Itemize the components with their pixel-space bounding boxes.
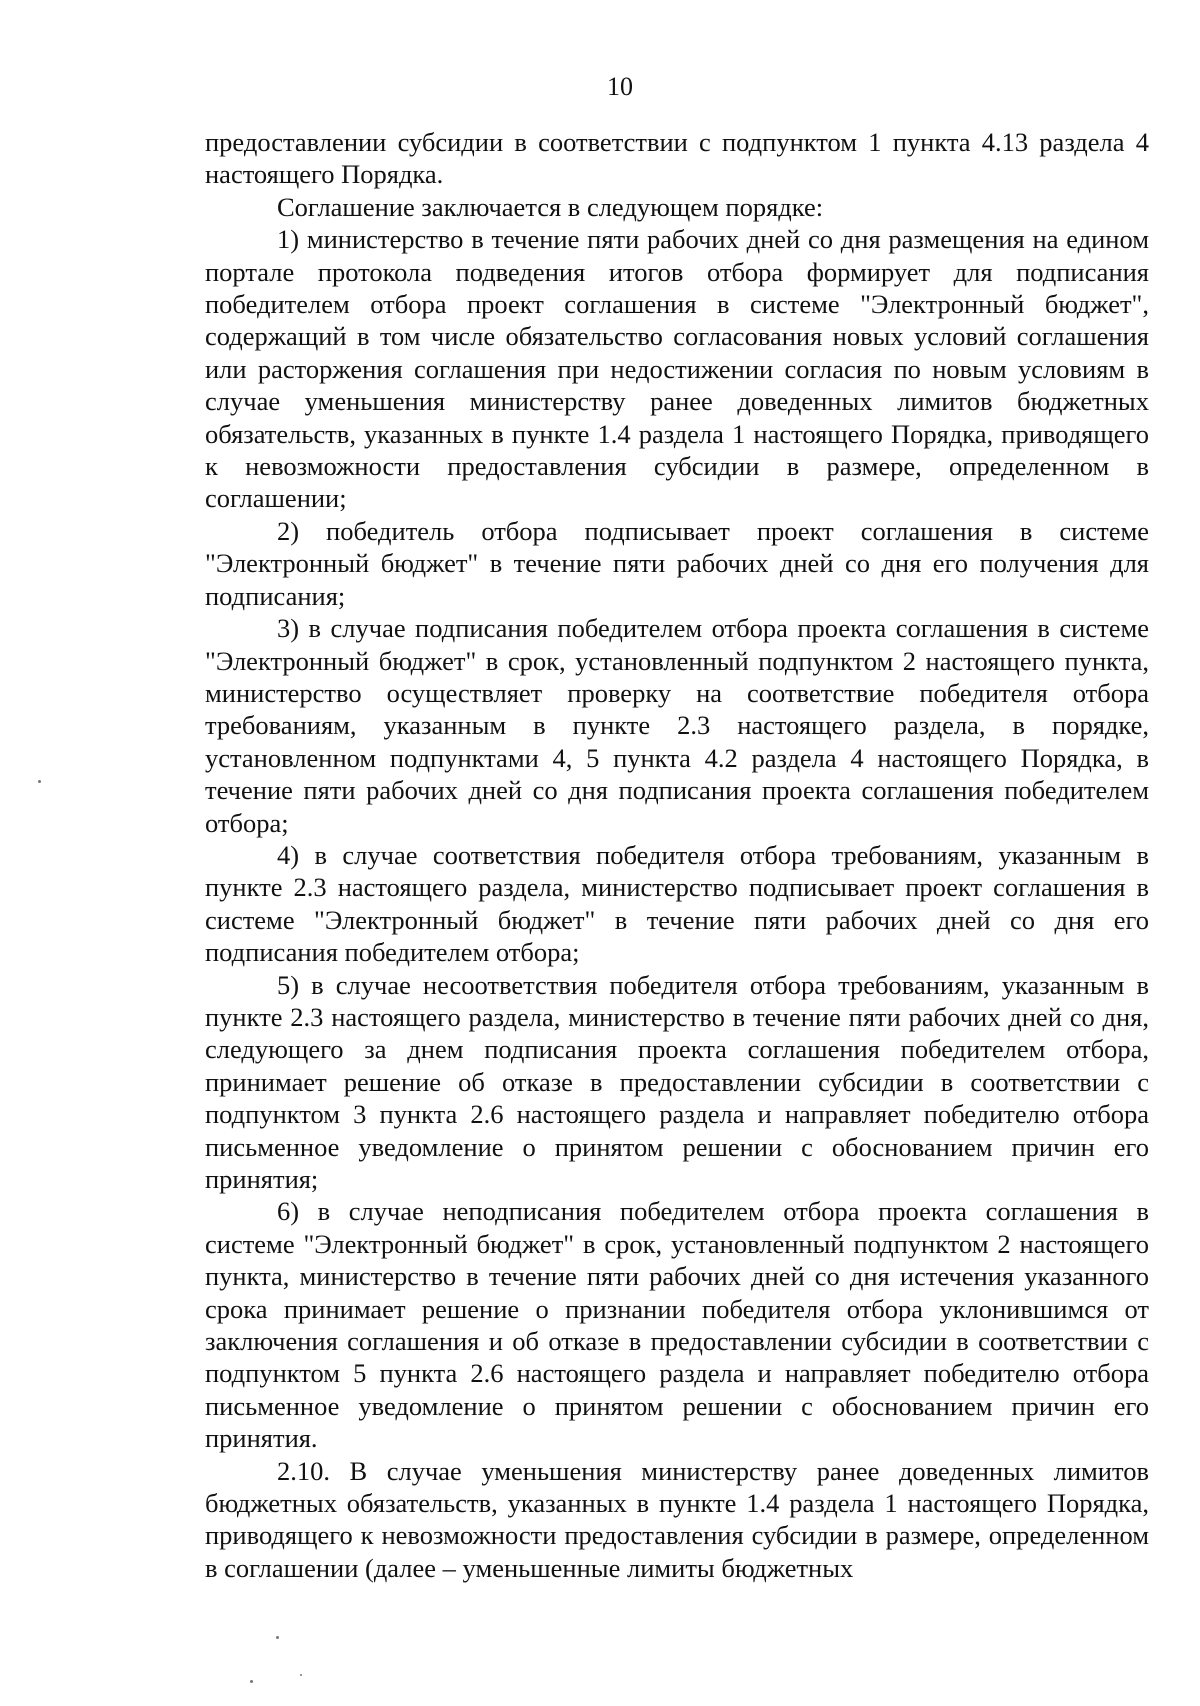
- scan-speck: [276, 1636, 279, 1639]
- paragraph-item-1: 1) министерство в течение пяти рабочих дней со дня размещения на едином портале протокола подведения итогов отбора формирует для подписания победителем отбора проект соглашения в системе "Электронный бюджет", содержащий в том числе обязательство согласования новых условий соглашения или расторжения соглашения при недостижении согласия по новым условиям в случае уменьшения министерству ранее доведенных лимитов бюджетных обязательств, указанных в пункте 1.4 раздела 1 настоящего Порядка, приводящего к невозможности предоставления субсидии в размере, определенном в соглашении;: [205, 224, 1149, 514]
- document-body: [205, 126, 1149, 1584]
- paragraph-item-6: 6) в случае неподписания победителем отбора проекта соглашения в системе "Электронный бюджет" в срок, установленный подпунктом 2 настоящего пункта, министерство в течение пяти рабочих дней со дня истечения указанного срока принимает решение о признании победителя отбора уклонившимся от заключения соглашения и об отказе в предоставлении субсидии в соответствии с подпунктом 5 пункта 2.6 настоящего раздела и направляет победителю отбора письменное уведомление о принятом решении с обоснованием причин его принятия.: [205, 1196, 1149, 1454]
- paragraph-section-2-10: 2.10. В случае уменьшения министерству ранее доведенных лимитов бюджетных обязательств, указанных в пункте 1.4 раздела 1 настоящего Порядка, приводящего к невозможности предоставления субсидии в размере, определенном в соглашении (далее – уменьшенные лимиты бюджетных: [205, 1455, 1149, 1583]
- paragraph-item-3: 3) в случае подписания победителем отбора проекта соглашения в системе "Электронный бюджет" в срок, установленный подпунктом 2 настоящего пункта, министерство осуществляет проверку на соответствие победителя отбора требованиям, указанным в пункте 2.3 настоящего раздела, в порядке, установленном подпунктами 4, 5 пункта 4.2 раздела 4 настоящего Порядка, в течение пяти рабочих дней со дня подписания проекта соглашения победителем отбора;: [205, 613, 1149, 838]
- scan-speck: [38, 780, 41, 783]
- scan-speck: [250, 1680, 253, 1683]
- paragraph-agreement-intro: Соглашение заключается в следующем порядке:: [277, 191, 824, 222]
- scan-speck: [300, 1674, 302, 1676]
- paragraph-item-4: 4) в случае соответствия победителя отбора требованиям, указанным в пункте 2.3 настоящего раздела, министерство подписывает проект соглашения в системе "Электронный бюджет" в течение пяти рабочих дней со дня его подписания победителем отбора;: [205, 839, 1149, 968]
- paragraph-continuation: предоставлении субсидии в соответствии с подпунктом 1 пункта 4.13 раздела 4 настоящего Порядка.: [205, 127, 1149, 190]
- paragraph-item-5: 5) в случае несоответствия победителя отбора требованиям, указанным в пункте 2.3 настоящего раздела, министерство в течение пяти рабочих дней со дня, следующего за днем подписания проекта соглашения победителем отбора, принимает решение об отказе в предоставлении субсидии в соответствии с подпунктом 3 пункта 2.6 настоящего раздела и направляет победителю отбора письменное уведомление о принятом решении с обоснованием причин его принятия;: [205, 969, 1149, 1194]
- paragraph-item-2: 2) победитель отбора подписывает проект соглашения в системе "Электронный бюджет" в течение пяти рабочих дней со дня его получения для подписания;: [205, 515, 1149, 611]
- page-number: 10: [607, 72, 633, 101]
